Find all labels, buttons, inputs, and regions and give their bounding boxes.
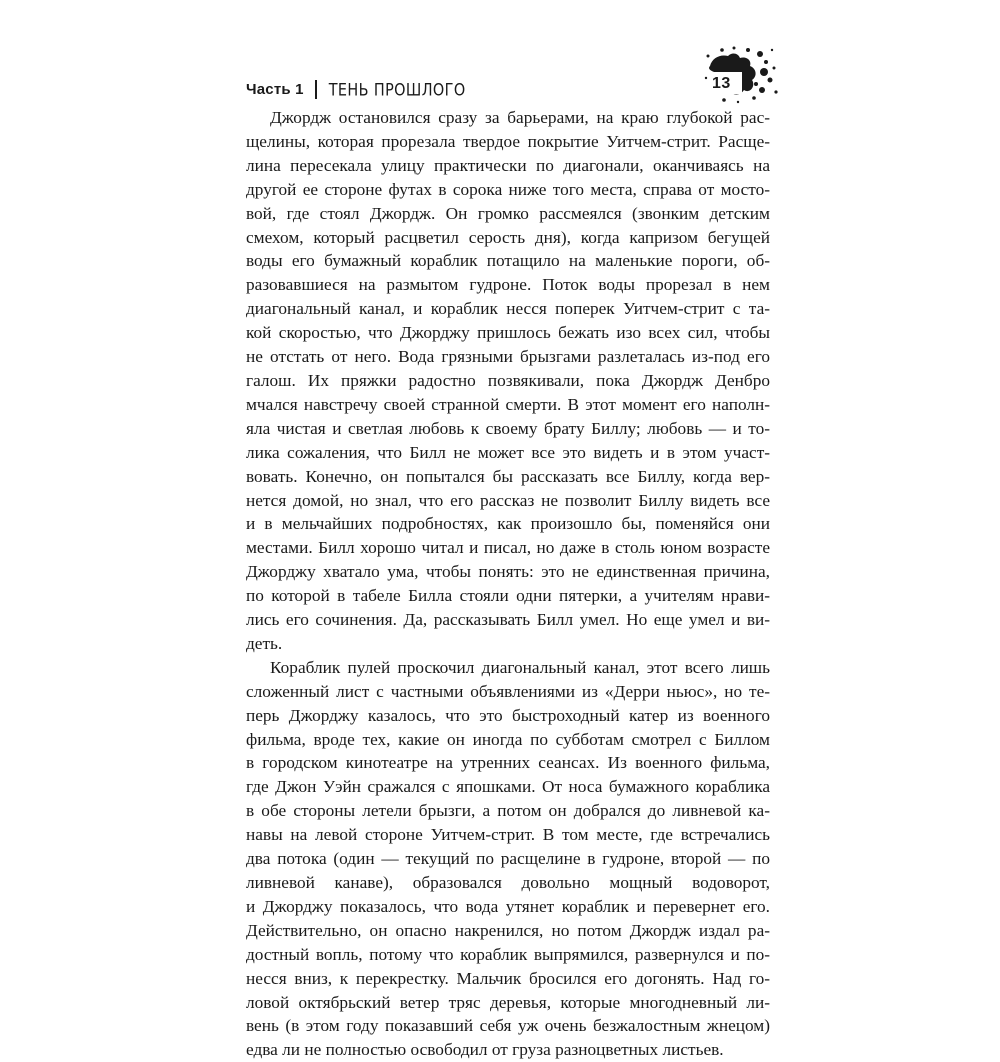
text-line: воды его бумажный кораблик потащило на маленькие пороги, об- bbox=[246, 251, 770, 271]
text-line: диагональный канал, и кораблик несся поперек Уитчем-стрит с та- bbox=[246, 299, 770, 319]
text-line: навы на левой стороне Уитчем-стрит. В том месте, где встречались bbox=[246, 825, 770, 845]
text-line: и Джорджу показалось, что вода утянет кораблик и перевернет его. bbox=[246, 896, 770, 916]
text-line: вой, где стоял Джордж. Он громко рассмеялся (звонким детским bbox=[246, 203, 770, 223]
text-line: галош. Их пряжки радостно позвякивали, пока Джордж Денбро bbox=[246, 370, 770, 390]
text-line: другой ее стороне футах в сорока ниже того места, справа от мосто- bbox=[246, 179, 770, 199]
text-line: в городском кинотеатре на утренних сеансах. Из военного фильма, bbox=[246, 753, 770, 773]
text-line: фильма, вроде тех, какие он иногда по субботам смотрел с Биллом bbox=[246, 729, 770, 749]
text-line: перь Джорджу казалось, что это быстроходный катер из военного bbox=[246, 705, 770, 725]
text-line: лись его сочинения. Да, рассказывать Билл умел. Но еще умел и ви- bbox=[246, 610, 770, 630]
text-line: вовать. Конечно, он попытался бы рассказать все Биллу, когда вер- bbox=[246, 466, 770, 486]
text-line: лина пересекала улицу практически по диагонали, оканчиваясь на bbox=[246, 155, 770, 175]
ink-splatter-icon bbox=[704, 44, 780, 104]
page-number: 13 bbox=[712, 75, 731, 92]
text-line: нется домой, но знал, что его рассказ не позволит Биллу видеть все bbox=[246, 490, 770, 510]
paragraph bbox=[246, 106, 770, 656]
header-separator bbox=[315, 80, 317, 99]
text-line: яла чистая и светлая любовь к своему брату Биллу; любовь — и то- bbox=[246, 418, 770, 438]
body-text bbox=[246, 106, 770, 1062]
text-line: щелины, которая прорезала твердое покрытие Уитчем-стрит. Расще- bbox=[246, 131, 770, 151]
text-line: Джорджу хватало ума, чтобы понять: это не единственная причина, bbox=[246, 562, 770, 582]
running-header bbox=[246, 78, 466, 100]
text-line: местами. Билл хорошо читал и писал, но даже в столь юном возрасте bbox=[246, 538, 770, 558]
text-line: два потока (один — текущий по расщелине в гудроне, второй — по bbox=[246, 849, 770, 869]
text-line: не отстать от него. Вода грязными брызгами разлеталась из-под его bbox=[246, 347, 770, 367]
text-line: в обе стороны летели брызги, а потом он добрался до ливневой ка- bbox=[246, 801, 770, 821]
text-line: разовавшиеся на размытом гудроне. Поток воды прорезал в нем bbox=[246, 275, 770, 295]
text-line: деть. bbox=[246, 633, 283, 653]
text-line: где Джон Уэйн сражался с япошками. От носа бумажного кораблика bbox=[246, 777, 770, 797]
text-line: Действительно, он опасно накренился, но потом Джордж издал ра- bbox=[246, 920, 770, 940]
text-line: по которой в табеле Билла стояли одни пятерки, а учителям нрави- bbox=[246, 586, 770, 606]
text-line: ливневой канаве), образовался довольно мощный водоворот, bbox=[246, 873, 770, 892]
text-line: несся вниз, к перекрестку. Мальчик бросился его догонять. Над го- bbox=[246, 968, 770, 988]
text-line: кой скоростью, что Джорджу пришлось бежать изо всех сил, чтобы bbox=[246, 323, 770, 343]
text-line: и в мельчайших подробностях, как произошло бы, поменяйся они bbox=[246, 514, 770, 534]
text-line: ловой октябрьский ветер тряс деревья, которые многодневный ли- bbox=[246, 992, 770, 1012]
text-line: сложенный лист с частными объявлениями из «Дерри ньюс», но те- bbox=[246, 681, 770, 701]
text-line: достный вопль, потому что кораблик выпрямился, развернулся и по- bbox=[246, 944, 770, 964]
text-line: мчался навстречу своей странной смерти. В этот момент его наполн- bbox=[246, 394, 770, 414]
text-line: лика сожаления, что Билл не может все это видеть и в этом участ- bbox=[246, 442, 770, 462]
text-line: смехом, который расцветил серость дня), когда капризом бегущей bbox=[246, 227, 770, 247]
text-line: Кораблик пулей проскочил диагональный канал, этот всего лишь bbox=[270, 657, 770, 677]
part-label: Часть 1 bbox=[246, 80, 304, 98]
text-line: едва ли не полностью освободил от груза разноцветных листьев. bbox=[246, 1040, 724, 1060]
text-line: вень (в этом году показавший себя уж очень безжалостным жнецом) bbox=[246, 1016, 770, 1036]
text-line: Джордж остановился сразу за барьерами, на краю глубокой рас- bbox=[270, 108, 770, 127]
chapter-title: ТЕНЬ ПРОШЛОГО bbox=[328, 79, 466, 99]
paragraph bbox=[246, 656, 770, 1062]
